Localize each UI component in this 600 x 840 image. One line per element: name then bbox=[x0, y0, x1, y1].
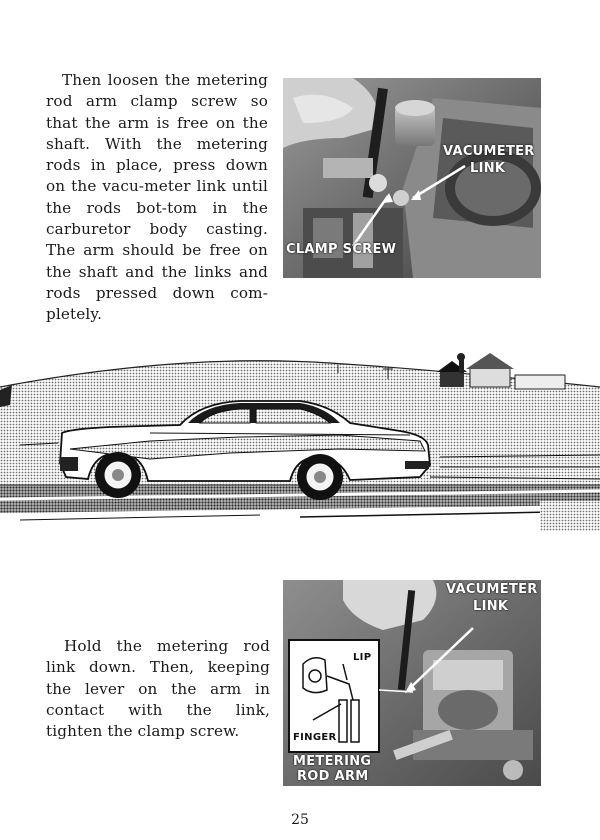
text-line: With the metering rods in bbox=[46, 134, 268, 175]
carburetor-photo-top bbox=[283, 78, 541, 278]
page-number: 25 bbox=[291, 812, 309, 828]
text-line: rod arm clamp screw so that bbox=[46, 92, 268, 132]
label-rod-arm: ROD ARM bbox=[297, 769, 369, 784]
text-line: free on the shaft and the links bbox=[46, 241, 268, 281]
car-landscape-illustration bbox=[0, 345, 600, 540]
text-line: on the arm in contact with the bbox=[46, 679, 270, 719]
text-line: meter link until the rods bot- bbox=[46, 177, 268, 217]
text-line: tom in the carburetor body bbox=[46, 198, 268, 239]
text-line: pletely. bbox=[46, 305, 103, 324]
text-line: Then loosen the metering bbox=[62, 71, 268, 89]
text-line: casting. The arm should be bbox=[46, 220, 268, 260]
label-lip: LIP bbox=[353, 652, 372, 663]
text-line: and rods pressed down com- bbox=[46, 262, 268, 302]
carburetor-photo-bottom bbox=[283, 580, 541, 786]
label-finger: FINGER bbox=[293, 732, 337, 743]
label-vacumeter: VACUMETER bbox=[446, 582, 538, 597]
label-clamp-screw: CLAMP SCREW bbox=[286, 242, 397, 257]
label-link: LINK bbox=[473, 599, 509, 614]
text-line: Hold the metering rod link bbox=[46, 637, 270, 677]
label-vacumeter: VACUMETER bbox=[443, 144, 535, 159]
text-line: the arm is free on the shaft. bbox=[46, 113, 268, 153]
instruction-paragraph-top bbox=[46, 70, 268, 326]
text-line: link, tighten the clamp screw. bbox=[46, 700, 270, 741]
text-line: down. Then, keeping the lever bbox=[46, 658, 270, 698]
label-link: LINK bbox=[470, 161, 506, 176]
text-line: place, press down on the vacu- bbox=[46, 156, 268, 196]
label-metering: METERING bbox=[293, 754, 372, 769]
instruction-paragraph-bottom bbox=[46, 636, 270, 742]
